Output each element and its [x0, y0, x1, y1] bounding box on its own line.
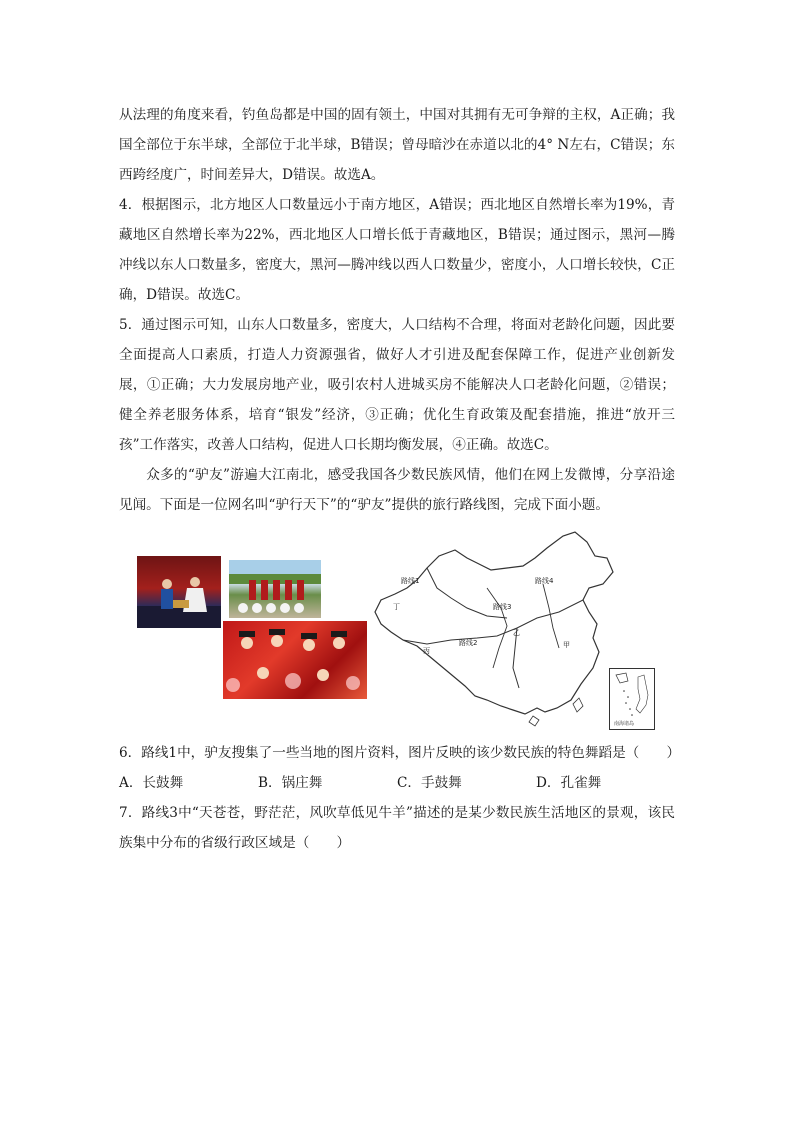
figure-group [119, 528, 675, 738]
question-6-stem: 6．路线1中，驴友搜集了一些当地的图片资料，图片反映的该少数民族的特色舞蹈是（ ） [119, 745, 681, 761]
map-label-route1: 路线1 [401, 577, 420, 585]
question-6-options [119, 768, 675, 798]
south-china-sea-inset [609, 668, 655, 730]
question-7-stem: 7．路线3中“天苍苍，野茫茫，风吹草低见牛羊”描述的是某少数民族生活地区的景观，该民族集中分布的省级行政区域是（ ） [119, 805, 675, 851]
map-label-route4: 路线4 [535, 577, 554, 585]
option-b[interactable]: B．锅庄舞 [258, 775, 323, 791]
dance-photo-3 [223, 621, 367, 699]
question-intro: 众多的“驴友”游遍大江南北，感受我国各少数民族风情，他们在网上发微博，分享沿途见闻。下面是一位网名叫“驴行天下”的“驴友”提供的旅行路线图，完成下面小题。 [119, 467, 675, 513]
map-label-route2: 路线2 [459, 639, 478, 647]
document-body [119, 100, 681, 858]
map-label-jia: 甲 [563, 641, 570, 649]
map-label-bing: 丙 [423, 647, 430, 655]
option-c[interactable]: C．手鼓舞 [397, 775, 462, 791]
dance-photo-2 [229, 560, 321, 618]
option-a[interactable]: A．长鼓舞 [119, 775, 184, 791]
china-route-map [367, 528, 629, 733]
answer-paragraph-4: 4．根据图示，北方地区人口数量远小于南方地区，A错误；西北地区自然增长率为19%，青藏地区自然增长率为22%，西北地区人口增长低于青藏地区，B错误；通过图示，黑河—腾冲线以东人口数量多，密度大，黑河—腾冲线以西人口数量少，密度小，人口增长较快，C正确，D错误。故选C。 [119, 197, 675, 303]
dance-photo-1 [137, 556, 221, 628]
inset-label: 南海诸岛 [614, 721, 635, 727]
answer-paragraph-3: 从法理的角度来看，钓鱼岛都是中国的固有领土，中国对其拥有无可争辩的主权，A正确；我国全部位于东半球，全部位于北半球，B错误；曾母暗沙在赤道以北的4° N左右，C错误；东西跨经度广，时间差异大，D错误。故选A。 [119, 107, 675, 183]
map-label-ding: 丁 [393, 603, 400, 611]
map-label-route3: 路线3 [493, 603, 512, 611]
map-label-yi: 乙 [513, 629, 520, 637]
answer-paragraph-5: 5．通过图示可知，山东人口数量多，密度大，人口结构不合理，将面对老龄化问题，因此要全面提高人口素质，打造人力资源强省，做好人才引进及配套保障工作，促进产业创新发展，①正确；大力发展房地产业，吸引农村人进城买房不能解决人口老龄化问题，②错误；健全养老服务体系，培育“银发”经济，③正确；优化生育政策及配套措施，推进“放开三孩”工作落实，改善人口结构，促进人口长期均衡发展，④正确。故选C。 [119, 317, 675, 453]
option-d[interactable]: D．孔雀舞 [536, 775, 602, 791]
